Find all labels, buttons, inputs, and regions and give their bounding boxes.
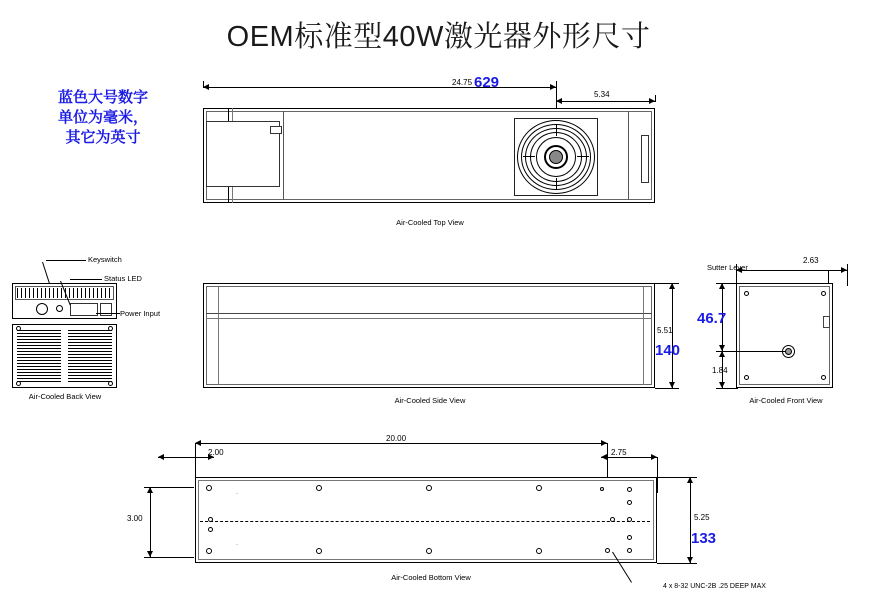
side-dim-arrow-up: [669, 283, 675, 289]
back-grille-left: [17, 330, 61, 382]
bottom-hole-bl: [206, 548, 212, 554]
top-view-caption: Air-Cooled Top View: [396, 218, 464, 227]
top-right-port: [641, 135, 649, 183]
bottom-hole-tl: [206, 485, 212, 491]
back-power-input: [70, 303, 98, 316]
bottom-dim-right-inch: 2.75: [611, 448, 627, 457]
side-chassis-inner: [206, 286, 652, 385]
front-shutter-lever-body: [823, 316, 830, 328]
front-chassis-inner: [739, 286, 830, 385]
bottom-hole-r6: [627, 535, 632, 540]
top-fan-spoke-2: [556, 178, 557, 190]
back-leader-keyswitch: [42, 262, 50, 283]
back-leader-power-h: [96, 313, 120, 314]
bottom-dim-line-right: [601, 457, 657, 458]
front-dim-arrow-vmid2: [719, 351, 725, 357]
front-view-caption: Air-Cooled Front View: [749, 396, 823, 405]
units-note-line1: 蓝色大号数字: [57, 89, 148, 106]
top-dim-overall-inch: 24.75: [452, 78, 473, 87]
top-fan-spoke-4: [577, 156, 589, 157]
top-dim-fan-inch: 5.34: [594, 90, 610, 99]
bottom-dim-span-inch: 20.00: [386, 434, 407, 443]
back-screw-tl: [16, 326, 21, 331]
page-title: OEM标准型40W激光器外形尺寸: [226, 21, 651, 53]
top-fan-spoke-3: [523, 156, 535, 157]
bottom-hole-r3: [627, 500, 632, 505]
back-screw-bl: [16, 381, 21, 386]
bottom-hole-r1: [600, 487, 604, 491]
top-fan-spoke-1: [556, 124, 557, 136]
side-split-line-lower: [206, 318, 652, 319]
front-aperture-inner: [785, 348, 792, 355]
bottom-ext-w-bot: [144, 557, 194, 558]
front-leader-shutter-v: [828, 270, 829, 284]
top-dim-arrow-left: [203, 84, 209, 90]
top-left-module: [206, 121, 280, 187]
bottom-hole-b4: [536, 548, 542, 554]
back-leader-led-h: [70, 279, 102, 280]
front-ext-vbot: [716, 388, 738, 389]
side-view-caption: Air-Cooled Side View: [394, 396, 466, 405]
front-label-shutter-lever: Sutter Lever: [707, 263, 748, 272]
bottom-dim-overall-width-mm: 133: [691, 530, 717, 547]
bottom-dim-arrow-w-dn: [147, 551, 153, 557]
bottom-hole-r5: [610, 517, 615, 522]
top-fan-hub-inner: [549, 150, 563, 164]
front-leader-shutter: [770, 270, 828, 271]
side-dim-line-height: [672, 283, 673, 388]
side-split-line-upper: [206, 313, 652, 314]
front-screw-bl: [744, 375, 749, 380]
front-ext-right: [847, 264, 848, 286]
bottom-ext-ow-bot: [657, 563, 697, 564]
front-dim-aperture-mm: 46.7: [697, 310, 727, 327]
front-screw-tl: [744, 291, 749, 296]
front-screw-tr: [821, 291, 826, 296]
bottom-dim-arrow-left-l: [158, 454, 164, 460]
bottom-hole-t4: [536, 485, 542, 491]
bottom-note-thread: 4 x 8-32 UNC-2B .25 DEEP MAX: [663, 583, 766, 590]
back-view-caption: Air-Cooled Back View: [28, 392, 102, 401]
top-dim-arrow-fan-right: [649, 98, 655, 104]
top-dim-line-overall: [203, 87, 556, 88]
side-left-edge-detail: [218, 286, 219, 385]
bottom-view-caption: Air-Cooled Bottom View: [391, 573, 471, 582]
bottom-hole-r7: [627, 548, 632, 553]
bottom-hole-t3: [426, 485, 432, 491]
bottom-dim-line-span: [195, 443, 607, 444]
back-label-power-input: Power Input: [120, 309, 161, 318]
top-dim-tick-fan-right: [655, 95, 656, 102]
bottom-dim-left-inch: 2.00: [208, 448, 224, 457]
bottom-hole-mid-left-a: [208, 517, 213, 522]
side-dim-height-inch: 5.51: [657, 326, 673, 335]
bottom-hole-r8: [605, 548, 610, 553]
back-grille-right: [68, 330, 112, 382]
bottom-tick-mark-2: ·: [236, 542, 238, 548]
bottom-dim-arrow-w-up: [147, 487, 153, 493]
bottom-hole-b2: [316, 548, 322, 554]
front-ext-vmid: [716, 351, 786, 352]
bottom-centerline: [200, 521, 650, 522]
bottom-dim-line-overall-w: [690, 477, 691, 563]
bottom-dim-overall-width-inch: 5.25: [694, 513, 710, 522]
bottom-dim-width-inch: 3.00: [127, 514, 143, 523]
top-dim-line-fan: [556, 101, 655, 102]
bottom-ext-right-end: [657, 457, 658, 493]
top-left-connector: [270, 126, 282, 134]
top-inner-divider: [283, 111, 284, 200]
back-leader-keyswitch-h: [46, 260, 86, 261]
top-right-divider: [628, 111, 629, 200]
bottom-hole-t2: [316, 485, 322, 491]
side-dim-height-mm: 140: [655, 342, 681, 359]
units-note-line3: 其它为英寸: [65, 129, 141, 146]
back-aux-port: [100, 303, 112, 316]
front-dim-arrow-vbot: [719, 382, 725, 388]
back-label-keyswitch: Keyswitch: [88, 255, 122, 264]
bottom-hole-r4: [627, 517, 632, 522]
front-screw-br: [821, 375, 826, 380]
bottom-hole-r2: [627, 487, 632, 492]
bottom-dim-line-width-left: [150, 487, 151, 557]
front-dim-depth-inch: 2.63: [803, 256, 819, 265]
back-status-led: [56, 305, 63, 312]
back-screw-br: [108, 381, 113, 386]
bottom-hole-b3: [426, 548, 432, 554]
units-note-line2: 单位为毫米，: [57, 109, 148, 126]
front-dim-arrow-vtop: [719, 283, 725, 289]
units-note: [18, 88, 188, 148]
side-dim-arrow-down: [669, 382, 675, 388]
bottom-dim-arrow-ow-dn: [687, 557, 693, 563]
bottom-hole-mid-left-b: [208, 527, 213, 532]
bottom-dim-arrow-ow-up: [687, 477, 693, 483]
top-dim-overall-mm: 629: [474, 74, 500, 91]
bottom-dim-arrow-right-l: [601, 454, 607, 460]
back-keyswitch-hole: [36, 303, 48, 315]
bottom-tick-mark-1: ·: [236, 491, 238, 497]
front-dim-aperture-inch: 1.84: [712, 366, 728, 375]
bottom-dim-line-left: [158, 457, 214, 458]
side-right-edge-detail: [643, 286, 644, 385]
back-label-status-led: Status LED: [104, 274, 142, 283]
side-ext-bottom: [655, 388, 679, 389]
front-dim-arrow-right: [841, 267, 847, 273]
side-ext-top: [655, 283, 679, 284]
back-screw-tr: [108, 326, 113, 331]
